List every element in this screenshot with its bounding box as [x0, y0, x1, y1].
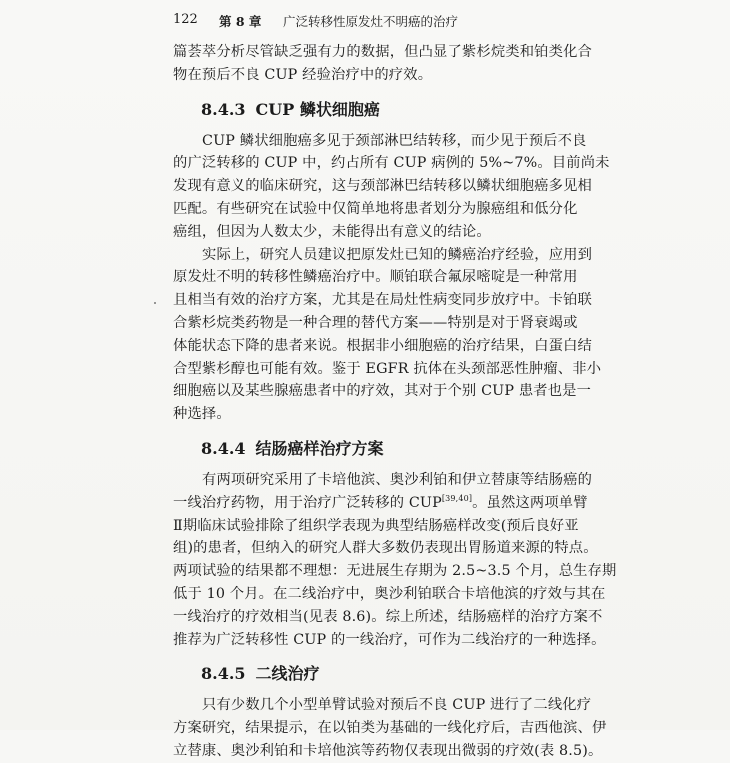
text-line: 匹配。有些研究在试验中仅简单地将患者划分为腺癌组和低分化 — [173, 200, 578, 217]
text-line: 篇荟萃分析尽管缺乏强有力的数据，但凸显了紫杉烷类和铂类化合 — [173, 44, 592, 60]
text-segment: 一线治疗药物，用于治疗广泛转移的 CUP — [173, 494, 442, 511]
section-8-4-3-body — [173, 130, 610, 426]
text-line: Ⅱ期临床试验排除了组织学表现为典型结肠癌样改变(预后良好亚 — [173, 517, 579, 534]
text-line: 且相当有效的治疗方案，尤其是在局灶性病变同步放疗中。卡铂联 — [173, 292, 592, 309]
chapter-label: 第 8 章 — [219, 14, 262, 29]
text-line: 细胞癌以及某些腺癌患者中的疗效，其对于个别 CUP 患者也是一 — [173, 383, 592, 400]
running-header — [173, 8, 593, 30]
section-number: 8.4.5 — [201, 664, 246, 684]
section-number: 8.4.4 — [201, 438, 246, 458]
section-8-4-5-body — [173, 694, 607, 762]
text-line: 种选择。 — [173, 406, 231, 423]
text-line: 合紫杉烷类药物是一种合理的替代方案——特别是对于肾衰竭或 — [173, 314, 578, 331]
text-line: 低于 10 个月。在二线治疗中，奥沙利铂联合卡培他滨的疗效与其在 — [173, 585, 606, 602]
section-heading-8-4-5 — [173, 656, 581, 692]
citation: [39,40] — [441, 493, 473, 503]
text-line-with-citation — [173, 492, 588, 515]
text-line: 方案研究，结果提示，在以铂类为基础的一线化疗后，吉西他滨、伊 — [173, 720, 607, 737]
text-line: 立替康、奥沙利铂和卡培他滨等药物仅表现出微弱的疗效(表 8.5)。 — [173, 742, 603, 759]
section-heading-8-4-4 — [173, 431, 581, 467]
text-line: 体能状态下降的患者来说。根据非小细胞癌的治疗结果，白蛋白结 — [173, 337, 592, 354]
text-line: 一线治疗的疗效相当(见表 8.6)。综上所述，结肠癌样的治疗方案不 — [173, 608, 603, 625]
text-line: 两项试验的结果都不理想：无进展生存期为 2.5~3.5 个月，总生存期 — [173, 563, 617, 580]
section-title: CUP 鳞状细胞癌 — [255, 99, 380, 119]
text-line: 推荐为广泛转移性 CUP 的一线治疗，可作为二线治疗的一种选择。 — [173, 631, 606, 648]
text-line: 发现有意义的临床研究，这与颈部淋巴结转移以鳞状细胞癌多见相 — [173, 178, 592, 195]
section-title: 二线治疗 — [255, 664, 320, 684]
text-line: 原发灶不明的转移性鳞癌治疗中。顺铂联合氟尿嘧啶是一种常用 — [173, 269, 578, 286]
body-text — [173, 41, 617, 763]
section-heading-8-4-3 — [173, 92, 581, 128]
text-line: 合型紫杉醇也可能有效。鉴于 EGFR 抗体在头颈部恶性肿瘤、非小 — [173, 360, 602, 377]
intro-paragraph — [173, 41, 592, 87]
scan-speck — [154, 302, 156, 304]
text-line: 有两项研究采用了卡培他滨、奥沙利铂和伊立替康等结肠癌的 — [202, 471, 593, 488]
text-line: 实际上，研究人员建议把原发灶已知的鳞癌治疗经验，应用到 — [202, 246, 593, 263]
section-title: 结肠癌样治疗方案 — [255, 438, 384, 458]
text-segment: 。虽然这两项单臂 — [472, 494, 588, 511]
text-line: 的广泛转移的 CUP 中，约占所有 CUP 病例的 5%~7%。目前尚未 — [173, 155, 610, 172]
text-line: 组)的患者，但纳入的研究人群大多数仍表现出胃肠道来源的特点。 — [173, 540, 598, 557]
chapter-title: 广泛转移性原发灶不明癌的治疗 — [283, 14, 459, 29]
text-line: 只有少数几个小型单臂试验对预后不良 CUP 进行了二线化疗 — [202, 697, 592, 714]
section-8-4-4-body — [173, 469, 617, 651]
text-line: 癌组，但因为人数太少，未能得出有意义的结论。 — [173, 223, 491, 240]
page-number: 122 — [173, 12, 198, 27]
text-line: CUP 鳞状细胞癌多见于颈部淋巴结转移，而少见于预后不良 — [202, 132, 587, 149]
text-line: 物在预后不良 CUP 经验治疗中的疗效。 — [173, 66, 433, 83]
section-number: 8.4.3 — [201, 99, 246, 119]
